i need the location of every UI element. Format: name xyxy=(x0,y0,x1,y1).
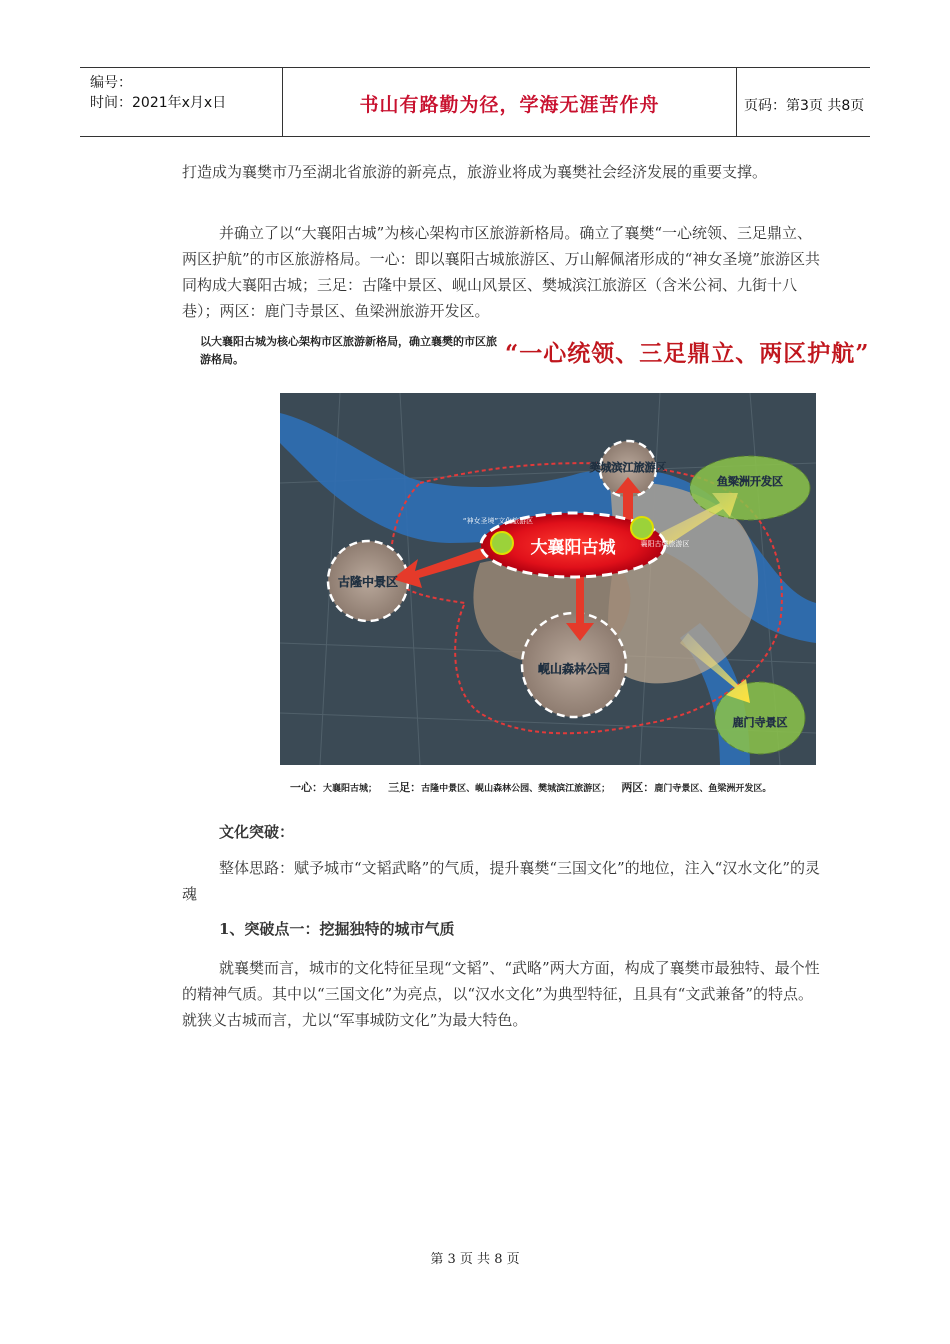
figure-legend xyxy=(282,779,822,795)
header-motto-cell xyxy=(282,68,737,136)
paragraph-city-temperament: 就襄樊而言，城市的文化特征呈现“文韬”、“武略”两大方面，构成了襄樊市最独特、最个性的精神气质。其中以“三国文化”为亮点，以“汉水文化”为典型特征，且具有“文武兼备”的特点。就狭义古城而言，尤以“军事城防文化”为最大特色。 xyxy=(182,959,820,1029)
label-gulongzhong: 古隆中景区 xyxy=(337,575,399,589)
paragraph-tourism-layout: 并确立了以“大襄阳古城”为核心架构市区旅游新格局。确立了襄樊“一心统领、三足鼎立、两区护航”的市区旅游格局。一心：即以襄阳古城旅游区、万山解佩渚形成的“神女圣境”旅游区共同构成大襄阳古城；三足：古隆中景区、岘山风景区、樊城滨江旅游区（含米公祠、九街十八巷）；两区：鹿门寺景区、鱼梁洲旅游开发区。 xyxy=(182,224,821,320)
xiangyang-marker xyxy=(631,517,653,539)
legend-value-two: 鹿门寺景区、鱼梁洲开发区。 xyxy=(654,784,772,794)
header-page-label: 页码：第3页 共8页 xyxy=(744,98,865,114)
page-footer: 第 3 页 共 8 页 xyxy=(430,1252,520,1267)
label-lumensi: 鹿门寺景区 xyxy=(732,716,788,729)
tourism-layout-figure xyxy=(200,333,870,803)
shennv-marker xyxy=(491,532,513,554)
legend-value-core: 大襄阳古城； xyxy=(323,784,378,794)
legend-key-three: 三足： xyxy=(388,781,422,794)
paragraph-overall-idea: 整体思路：赋予城市“文韬武略”的气质，提升襄樊“三国文化”的地位，注入“汉水文化”的灵魂 xyxy=(182,859,821,903)
document-date-label: 时间：2021年x月x日 xyxy=(90,95,227,111)
paragraph-tourism-highlight: 打造成为襄樊市乃至湖北省旅游的新亮点，旅游业将成为襄樊社会经济发展的重要支撑。 xyxy=(182,163,768,181)
legend-key-two: 两区： xyxy=(621,781,655,794)
label-xiangyang: 襄阳古城旅游区 xyxy=(640,540,690,548)
label-shennv: “神女圣境”文化旅游区 xyxy=(462,517,534,525)
heading-culture-breakthrough: 文化突破： xyxy=(219,823,295,841)
heading-breakthrough-one: 1、突破点一：挖掘独特的城市气质 xyxy=(219,920,455,938)
header-info-cell xyxy=(80,68,282,136)
figure-caption: 以大襄阳古城为核心架构市区旅游新格局，确立襄樊的市区旅游格局。 xyxy=(200,335,497,366)
label-xianshan: 岘山森林公园 xyxy=(537,662,611,676)
figure-slogan: “一心统领、三足鼎立、两区护航” xyxy=(505,340,870,367)
header-page-cell xyxy=(736,68,870,136)
label-yuliangzhou: 鱼梁洲开发区 xyxy=(717,475,783,488)
tourism-map xyxy=(280,393,816,765)
label-core: 大襄阳古城 xyxy=(530,538,616,558)
header-motto: 书山有路勤为径，学海无涯苦作舟 xyxy=(359,94,660,116)
page-header xyxy=(80,67,870,137)
document-number-label: 编号： xyxy=(90,75,132,91)
label-fancheng: 樊城滨江旅游区 xyxy=(589,461,667,474)
legend-key-core: 一心： xyxy=(290,781,323,794)
legend-value-three: 古隆中景区、岘山森林公园、樊城滨江旅游区； xyxy=(421,784,611,794)
